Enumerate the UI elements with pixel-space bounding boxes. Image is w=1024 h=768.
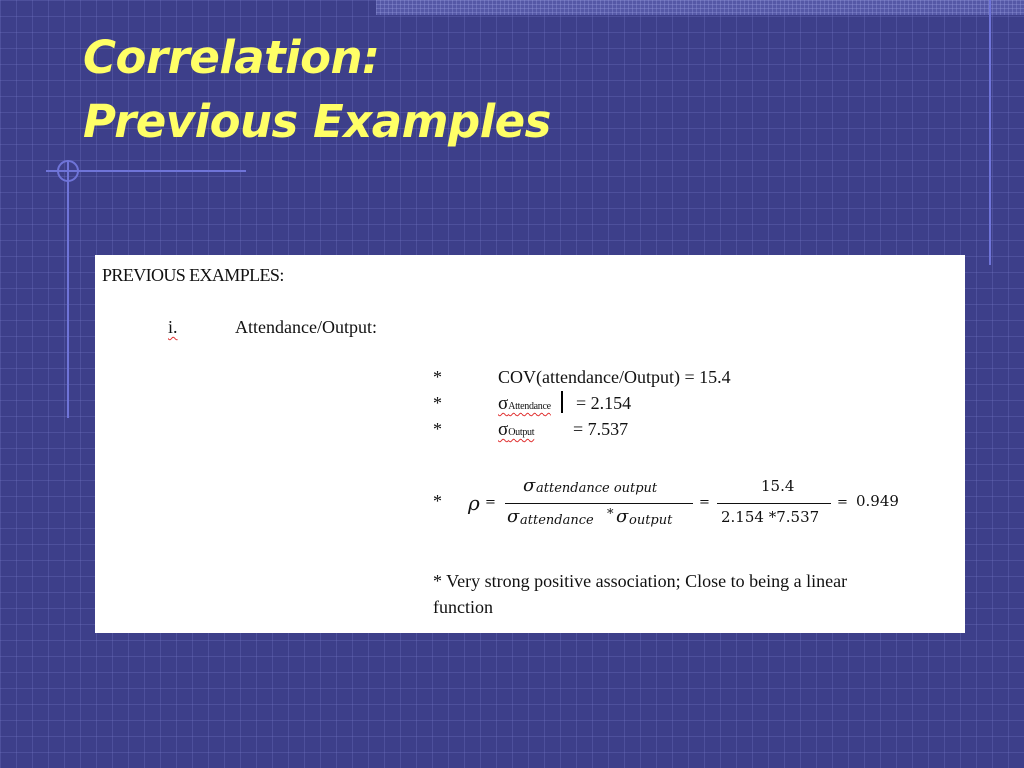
sigma-symbol: σ	[498, 419, 509, 440]
sd-attendance-symbol	[498, 393, 551, 417]
conclusion-line-1: * Very strong positive association; Close to being a linear	[433, 571, 848, 591]
numerator-subscript: attendance output	[536, 481, 658, 496]
bullet-sd-attendance: *	[433, 393, 442, 413]
text-cursor	[561, 391, 563, 413]
sd-attendance-value: = 2.154	[576, 393, 632, 413]
decorative-vertical-line-left	[67, 160, 69, 418]
item-label: Attendance/Output:	[235, 317, 377, 337]
denominator-sigma-2: σ	[616, 506, 629, 527]
denominator-sigma-1: σ	[507, 506, 520, 527]
sigma-symbol: σ	[498, 393, 509, 414]
covariance-line: COV(attendance/Output) = 15.4	[498, 367, 731, 387]
formula-equals-1: =	[485, 495, 496, 510]
denominator-subscript-2: output	[629, 513, 673, 528]
document-heading: PREVIOUS EXAMPLES:	[102, 265, 284, 285]
correlation-result: 0.949	[856, 492, 899, 510]
denominator-subscript-1: attendance	[520, 513, 594, 528]
sd-output-subscript: Output	[508, 427, 535, 438]
formula-equals-2: =	[699, 495, 710, 510]
denominator-value: 2.154 *7.537	[721, 508, 820, 526]
top-decorative-band	[376, 0, 1024, 15]
numerator-value: 15.4	[761, 477, 795, 495]
bullet-formula: *	[433, 491, 442, 511]
item-number: i.	[168, 317, 178, 337]
slide-title-line-1: Correlation:	[83, 31, 380, 84]
correlation-formula	[465, 473, 925, 537]
formula-equals-3: =	[837, 495, 848, 510]
slide-title-line-2: Previous Examples	[83, 95, 551, 148]
fraction-line-2	[717, 503, 831, 504]
document-image	[95, 255, 965, 633]
slide-title	[83, 26, 551, 154]
bullet-sd-output: *	[433, 419, 442, 439]
numerator-sigma: σ	[523, 475, 536, 496]
conclusion-line-2: function	[433, 597, 493, 617]
denominator-multiply: *	[607, 507, 614, 522]
rho-symbol: ρ	[468, 491, 480, 515]
decorative-vertical-line-right	[989, 0, 991, 265]
fraction-line-1	[505, 503, 693, 504]
sd-output-symbol	[498, 419, 534, 443]
sd-output-value: = 7.537	[573, 419, 629, 439]
decorative-circle-mark	[57, 160, 79, 182]
bullet-cov: *	[433, 367, 442, 387]
sd-attendance-subscript: Attendance	[508, 401, 551, 412]
